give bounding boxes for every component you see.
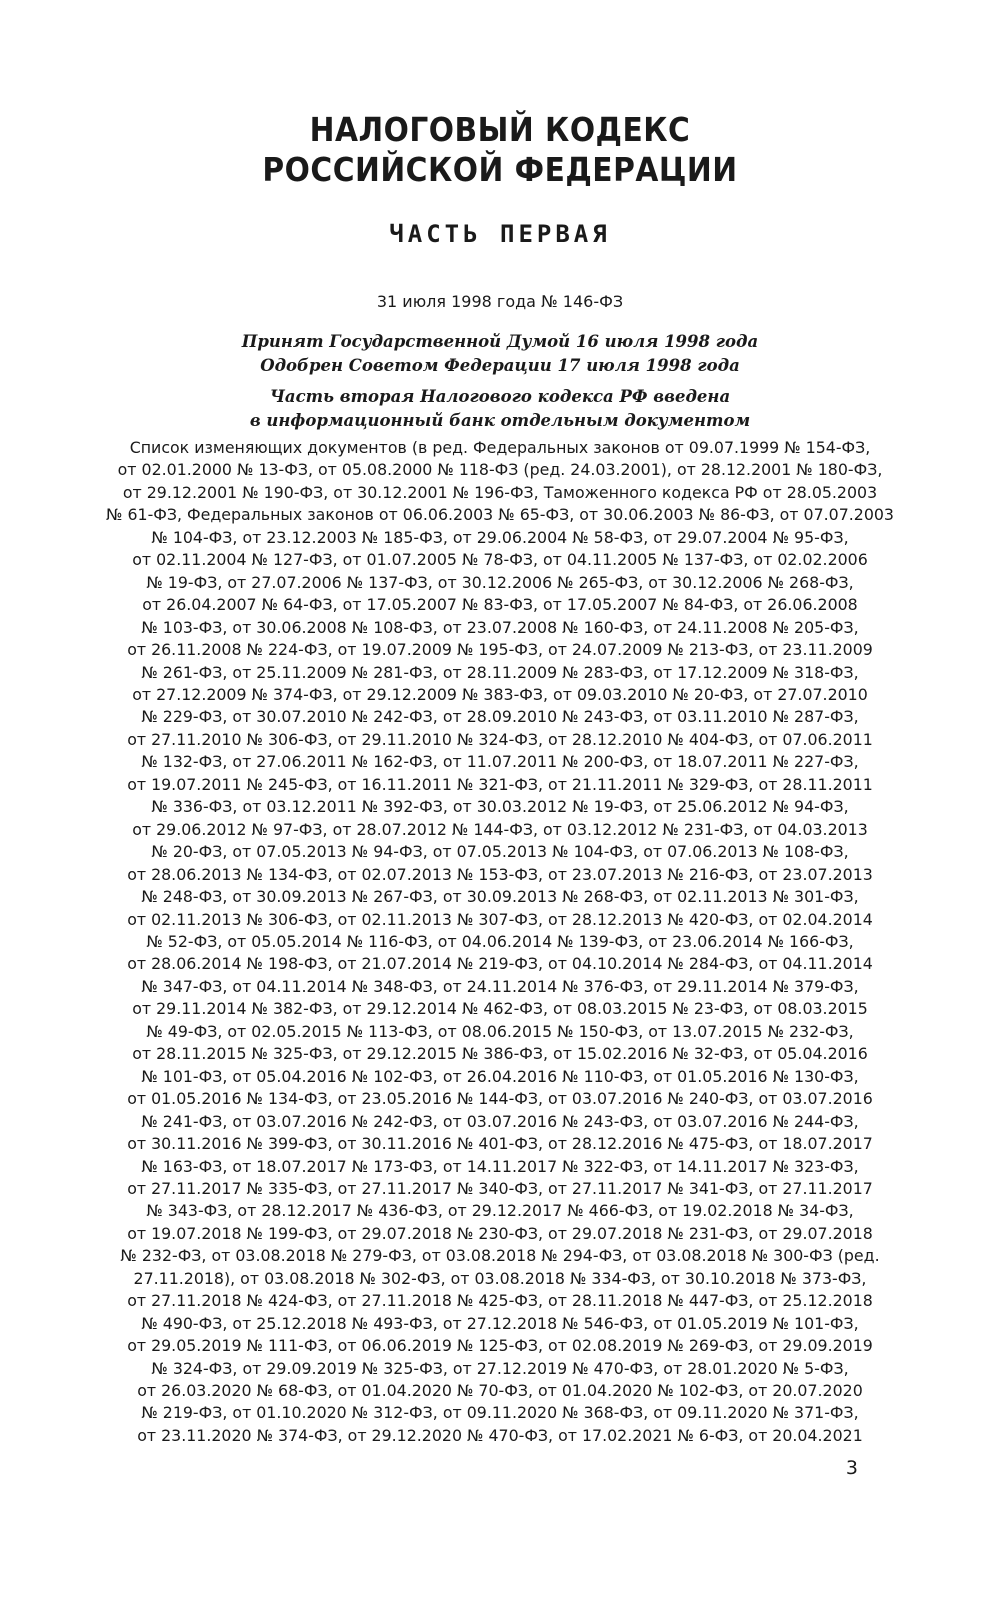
amendments-line: № 232-ФЗ, от 03.08.2018 № 279-ФЗ, от 03.08.2018 № 294-ФЗ, от 03.08.2018 № 300-ФЗ (ред.	[120, 1246, 880, 1266]
amendments-line: № 52-ФЗ, от 05.05.2014 № 116-ФЗ, от 04.06.2014 № 139-ФЗ, от 23.06.2014 № 166-ФЗ,	[146, 931, 854, 951]
amendments-line: от 19.07.2011 № 245-ФЗ, от 16.11.2011 № 321-ФЗ, от 21.11.2011 № 329-ФЗ, от 28.11.2011	[127, 774, 873, 794]
amendments-line: № 103-ФЗ, от 30.06.2008 № 108-ФЗ, от 23.07.2008 № 160-ФЗ, от 24.11.2008 № 205-ФЗ,	[141, 617, 859, 637]
note-line-2: в информационный банк отдельным документом	[249, 411, 751, 430]
amendments-line: от 30.11.2016 № 399-ФЗ, от 30.11.2016 № 401-ФЗ, от 28.12.2016 № 475-ФЗ, от 18.07.2017	[127, 1134, 873, 1154]
amendments-line: от 26.03.2020 № 68-ФЗ, от 01.04.2020 № 70-ФЗ, от 01.04.2020 № 102-ФЗ, от 20.07.2020	[137, 1381, 863, 1401]
amendments-line: от 23.11.2020 № 374-ФЗ, от 29.12.2020 № 470-ФЗ, от 17.02.2021 № 6-ФЗ, от 20.04.2021	[137, 1425, 863, 1445]
amendments-line: от 26.04.2007 № 64-ФЗ, от 17.05.2007 № 83-ФЗ, от 17.05.2007 № 84-ФЗ, от 26.06.2008	[142, 595, 858, 615]
amendments-line: от 28.11.2015 № 325-ФЗ, от 29.12.2015 № 386-ФЗ, от 15.02.2016 № 32-ФЗ, от 05.04.2016	[132, 1044, 868, 1064]
amendments-line: от 28.06.2013 № 134-ФЗ, от 02.07.2013 № 153-ФЗ, от 23.07.2013 № 216-ФЗ, от 23.07.2013	[127, 864, 873, 884]
part-heading: ЧАСТЬ ПЕРВАЯ	[389, 220, 611, 248]
amendments-line: № 241-ФЗ, от 03.07.2016 № 242-ФЗ, от 03.07.2016 № 243-ФЗ, от 03.07.2016 № 244-ФЗ,	[141, 1111, 859, 1131]
amendments-line: № 343-ФЗ, от 28.12.2017 № 436-ФЗ, от 29.12.2017 № 466-ФЗ, от 19.02.2018 № 34-ФЗ,	[146, 1201, 854, 1221]
law-date-number: 31 июля 1998 года № 146-ФЗ	[376, 292, 624, 311]
title-line-2: РОССИЙСКОЙ ФЕДЕРАЦИИ	[262, 150, 738, 189]
amendments-line: от 27.11.2017 № 335-ФЗ, от 27.11.2017 № 340-ФЗ, от 27.11.2017 № 341-ФЗ, от 27.11.2017	[127, 1178, 873, 1198]
amendments-line: № 219-ФЗ, от 01.10.2020 № 312-ФЗ, от 09.11.2020 № 368-ФЗ, от 09.11.2020 № 371-ФЗ,	[141, 1403, 859, 1423]
amendments-line: № 261-ФЗ, от 25.11.2009 № 281-ФЗ, от 28.11.2009 № 283-ФЗ, от 17.12.2009 № 318-ФЗ,	[141, 662, 859, 682]
amendments-line: № 248-ФЗ, от 30.09.2013 № 267-ФЗ, от 30.09.2013 № 268-ФЗ, от 02.11.2013 № 301-ФЗ,	[141, 887, 859, 907]
amendments-line: № 49-ФЗ, от 02.05.2015 № 113-ФЗ, от 08.06.2015 № 150-ФЗ, от 13.07.2015 № 232-ФЗ,	[146, 1021, 854, 1041]
amendments-line: № 490-ФЗ, от 25.12.2018 № 493-ФЗ, от 27.12.2018 № 546-ФЗ, от 01.05.2019 № 101-ФЗ,	[141, 1313, 859, 1333]
amendments-line: Список изменяющих документов (в ред. Федеральных законов от 09.07.1999 № 154-ФЗ,	[129, 438, 871, 457]
amendments-line: № 336-ФЗ, от 03.12.2011 № 392-ФЗ, от 30.03.2012 № 19-ФЗ, от 25.06.2012 № 94-ФЗ,	[151, 797, 849, 817]
amendments-line: № 61-ФЗ, Федеральных законов от 06.06.2003 № 65-ФЗ, от 30.06.2003 № 86-ФЗ, от 07.07.2003	[106, 505, 894, 525]
amendments-line: № 347-ФЗ, от 04.11.2014 № 348-ФЗ, от 24.11.2014 № 376-ФЗ, от 29.11.2014 № 379-ФЗ,	[141, 976, 859, 996]
document-title	[0, 110, 1000, 190]
amendments-line: от 29.05.2019 № 111-ФЗ, от 06.06.2019 № 125-ФЗ, от 02.08.2019 № 269-ФЗ, от 29.09.2019	[127, 1336, 873, 1356]
amendments-line: от 29.12.2001 № 190-ФЗ, от 30.12.2001 № 196-ФЗ, Таможенного кодекса РФ от 28.05.2003	[122, 482, 878, 502]
amendments-line: № 104-ФЗ, от 23.12.2003 № 185-ФЗ, от 29.06.2004 № 58-ФЗ, от 29.07.2004 № 95-ФЗ,	[151, 527, 849, 547]
note-line-1: Часть вторая Налогового кодекса РФ введена	[269, 387, 731, 406]
amendments-line: № 229-ФЗ, от 30.07.2010 № 242-ФЗ, от 28.09.2010 № 243-ФЗ, от 03.11.2010 № 287-ФЗ,	[141, 707, 859, 727]
amendments-line: от 01.05.2016 № 134-ФЗ, от 23.05.2016 № 144-ФЗ, от 03.07.2016 № 240-ФЗ, от 03.07.2016	[127, 1089, 873, 1109]
amendments-line: от 27.11.2010 № 306-ФЗ, от 29.11.2010 № 324-ФЗ, от 28.12.2010 № 404-ФЗ, от 07.06.2011	[127, 729, 873, 749]
amendments-line: от 19.07.2018 № 199-ФЗ, от 29.07.2018 № 230-ФЗ, от 29.07.2018 № 231-ФЗ, от 29.07.2018	[127, 1223, 873, 1243]
amendments-line: от 02.11.2013 № 306-ФЗ, от 02.11.2013 № 307-ФЗ, от 28.12.2013 № 420-ФЗ, от 02.04.2014	[127, 909, 873, 929]
amendments-line: № 101-ФЗ, от 05.04.2016 № 102-ФЗ, от 26.04.2016 № 110-ФЗ, от 01.05.2016 № 130-ФЗ,	[141, 1066, 859, 1086]
adoption-block	[0, 330, 1000, 378]
amendments-list	[70, 437, 930, 1447]
adoption-duma: Принят Государственной Думой 16 июля 1998 года	[241, 332, 759, 351]
adoption-federation-council: Одобрен Советом Федерации 17 июля 1998 года	[260, 356, 740, 375]
page-number: 3	[845, 1457, 858, 1479]
amendments-line: № 324-ФЗ, от 29.09.2019 № 325-ФЗ, от 27.12.2019 № 470-ФЗ, от 28.01.2020 № 5-ФЗ,	[151, 1358, 849, 1378]
amendments-line: № 132-ФЗ, от 27.06.2011 № 162-ФЗ, от 11.07.2011 № 200-ФЗ, от 18.07.2011 № 227-ФЗ,	[141, 752, 859, 772]
amendments-line: от 02.01.2000 № 13-ФЗ, от 05.08.2000 № 118-ФЗ (ред. 24.03.2001), от 28.12.2001 № 180-ФЗ,	[117, 460, 883, 480]
amendments-line: № 163-ФЗ, от 18.07.2017 № 173-ФЗ, от 14.11.2017 № 322-ФЗ, от 14.11.2017 № 323-ФЗ,	[141, 1156, 859, 1176]
amendments-line: от 29.11.2014 № 382-ФЗ, от 29.12.2014 № 462-ФЗ, от 08.03.2015 № 23-ФЗ, от 08.03.2015	[132, 999, 868, 1019]
title-line-1: НАЛОГОВЫЙ КОДЕКС	[309, 110, 691, 149]
amendments-line: от 29.06.2012 № 97-ФЗ, от 28.07.2012 № 144-ФЗ, от 03.12.2012 № 231-ФЗ, от 04.03.2013	[132, 819, 868, 839]
amendments-line: от 02.11.2004 № 127-ФЗ, от 01.07.2005 № 78-ФЗ, от 04.11.2005 № 137-ФЗ, от 02.02.2006	[132, 550, 868, 570]
amendments-line: от 28.06.2014 № 198-ФЗ, от 21.07.2014 № 219-ФЗ, от 04.10.2014 № 284-ФЗ, от 04.11.2014	[127, 954, 873, 974]
amendments-line: от 26.11.2008 № 224-ФЗ, от 19.07.2009 № 195-ФЗ, от 24.07.2009 № 213-ФЗ, от 23.11.2009	[127, 640, 873, 660]
amendments-line: 27.11.2018), от 03.08.2018 № 302-ФЗ, от 03.08.2018 № 334-ФЗ, от 30.10.2018 № 373-ФЗ,	[133, 1268, 867, 1288]
amendments-line: № 19-ФЗ, от 27.07.2006 № 137-ФЗ, от 30.12.2006 № 265-ФЗ, от 30.12.2006 № 268-ФЗ,	[146, 572, 854, 592]
amendments-line: от 27.12.2009 № 374-ФЗ, от 29.12.2009 № 383-ФЗ, от 09.03.2010 № 20-ФЗ, от 27.07.2010	[132, 684, 868, 704]
amendments-line: от 27.11.2018 № 424-ФЗ, от 27.11.2018 № 425-ФЗ, от 28.11.2018 № 447-ФЗ, от 25.12.2018	[127, 1291, 873, 1311]
amendments-line: № 20-ФЗ, от 07.05.2013 № 94-ФЗ, от 07.05.2013 № 104-ФЗ, от 07.06.2013 № 108-ФЗ,	[151, 842, 849, 862]
note-block	[0, 385, 1000, 433]
